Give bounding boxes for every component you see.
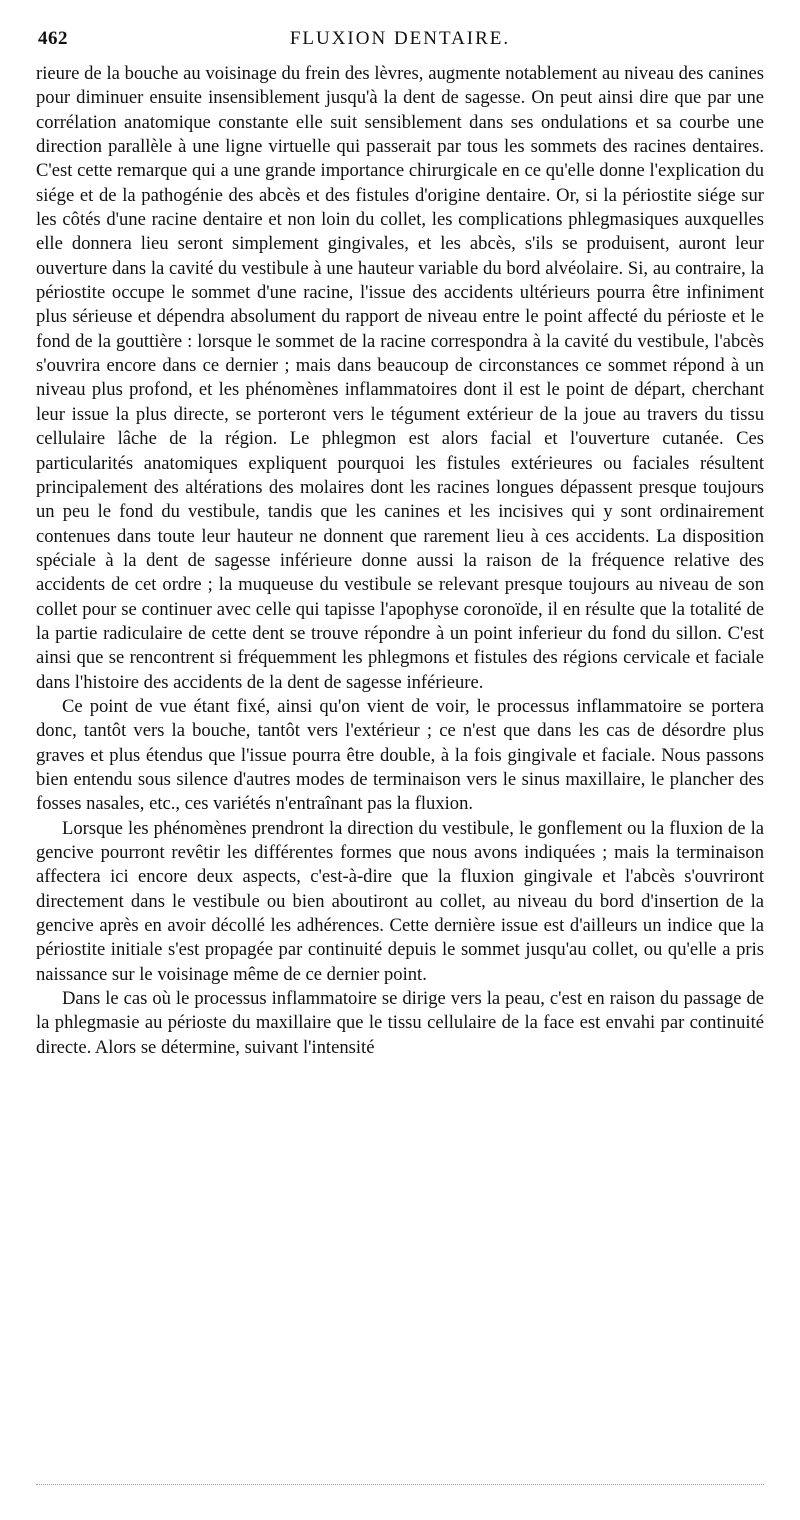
page-header	[36, 28, 764, 62]
page-number: 462	[38, 28, 68, 49]
paragraph-continued: rieure de la bouche au voisinage du frein des lèvres, augmente notablement au niveau des canines pour diminuer ensuite insensiblement jusqu'à la dent de sagesse. On peut ainsi dire que par une corrélation anatomique constante elle suit sensiblement dans ses ondulations et sa courbe une direction parallèle à une ligne virtuelle qui passerait par tous les sommets des racines dentaires. C'est cette remarque qui a une grande importance chirurgicale en ce qu'elle donne l'explication du siége et de la pathogénie des abcès et des fistules d'origine dentaire. Or, si la périostite siége sur les côtés d'une racine dentaire et non loin du collet, les complications phlegmasiques auxquelles elle donnera lieu seront simplement gingivales, et les abcès, s'ils se produisent, auront leur ouverture dans la cavité du vestibule à une hauteur variable du bord alvéolaire. Si, au contraire, la périostite occupe le sommet d'une racine, l'issue des accidents ultérieurs pourra être infiniment plus sérieuse et dépendra absolument du rapport de niveau entre le point affecté du périoste et le fond de la gouttière : lorsque le sommet de la racine correspondra à la cavité du vestibule, l'abcès s'ouvrira encore dans ce dernier ; mais dans beaucoup de circonstances ce sommet répond à un niveau plus profond, et les phénomènes inflammatoires dont il est le point de départ, cherchant leur issue la plus directe, se porteront vers le tégument extérieur de la joue au travers du tissu cellulaire lâche de la région. Le phlegmon est alors facial et l'ouverture cutanée. Ces particularités anatomiques expliquent pourquoi les fistules extérieures ou faciales résultent principalement des altérations des molaires dont les racines longues dépassent presque toujours un peu le fond du vestibule, tandis que les canines et les incisives qui y sont ordinairement contenues dans toute leur hauteur ne donnent que rarement lieu à ces accidents. La disposition spéciale à la dent de sagesse inférieure donne aussi la raison de la fréquence relative des accidents de cet ordre ; la muqueuse du vestibule se relevant presque toujours au niveau de son collet pour se continuer avec celle qui tapisse l'apophyse coronoïde, il en résulte que la totalité de la partie radiculaire de cette dent se trouve répondre à un point inferieur du fond du sillon. C'est ainsi que se rencontrent si fréquemment les phlegmons et fistules des régions cervicale et faciale dans l'histoire des accidents de la dent de sagesse inférieure.	[36, 63, 764, 693]
body-text	[36, 62, 764, 1060]
book-page	[36, 28, 764, 1060]
footer-rule	[36, 1484, 764, 1485]
paragraph: Dans le cas où le processus inflammatoire se dirige vers la peau, c'est en raison du passage de la phlegmasie au périoste du maxillaire que le tissu cellulaire de la face est envahi par continuité directe. Alors se détermine, suivant l'intensité	[36, 988, 764, 1058]
paragraph: Ce point de vue étant fixé, ainsi qu'on vient de voir, le processus inflammatoire se portera donc, tantôt vers la bouche, tantôt vers l'extérieur ; ce n'est que dans les cas de désordre plus graves et plus étendus que l'issue pourra être double, à la fois gingivale et faciale. Nous passons bien entendu sous silence d'autres modes de terminaison vers le sinus maxillaire, le plancher des fosses nasales, etc., ces variétés n'entraînant pas la fluxion.	[36, 695, 764, 815]
running-title: FLUXION DENTAIRE.	[289, 28, 511, 49]
paragraph: Lorsque les phénomènes prendront la direction du vestibule, le gonflement ou la fluxion de la gencive pourront revêtir les différentes formes que nous avons indiquées ; mais la terminaison affectera ici encore deux aspects, c'est-à-dire que la fluxion gingivale et l'abcès s'ouvriront directement dans le vestibule ou bien aboutiront au collet, au niveau du bord d'insertion de la gencive après en avoir décollé les adhérences. Cette dernière issue est d'ailleurs un indice que la périostite initiale s'est propagée par continuité depuis le sommet jusqu'au collet, ou qu'elle a pris naissance sur le voisinage même de ce dernier point.	[36, 817, 764, 985]
